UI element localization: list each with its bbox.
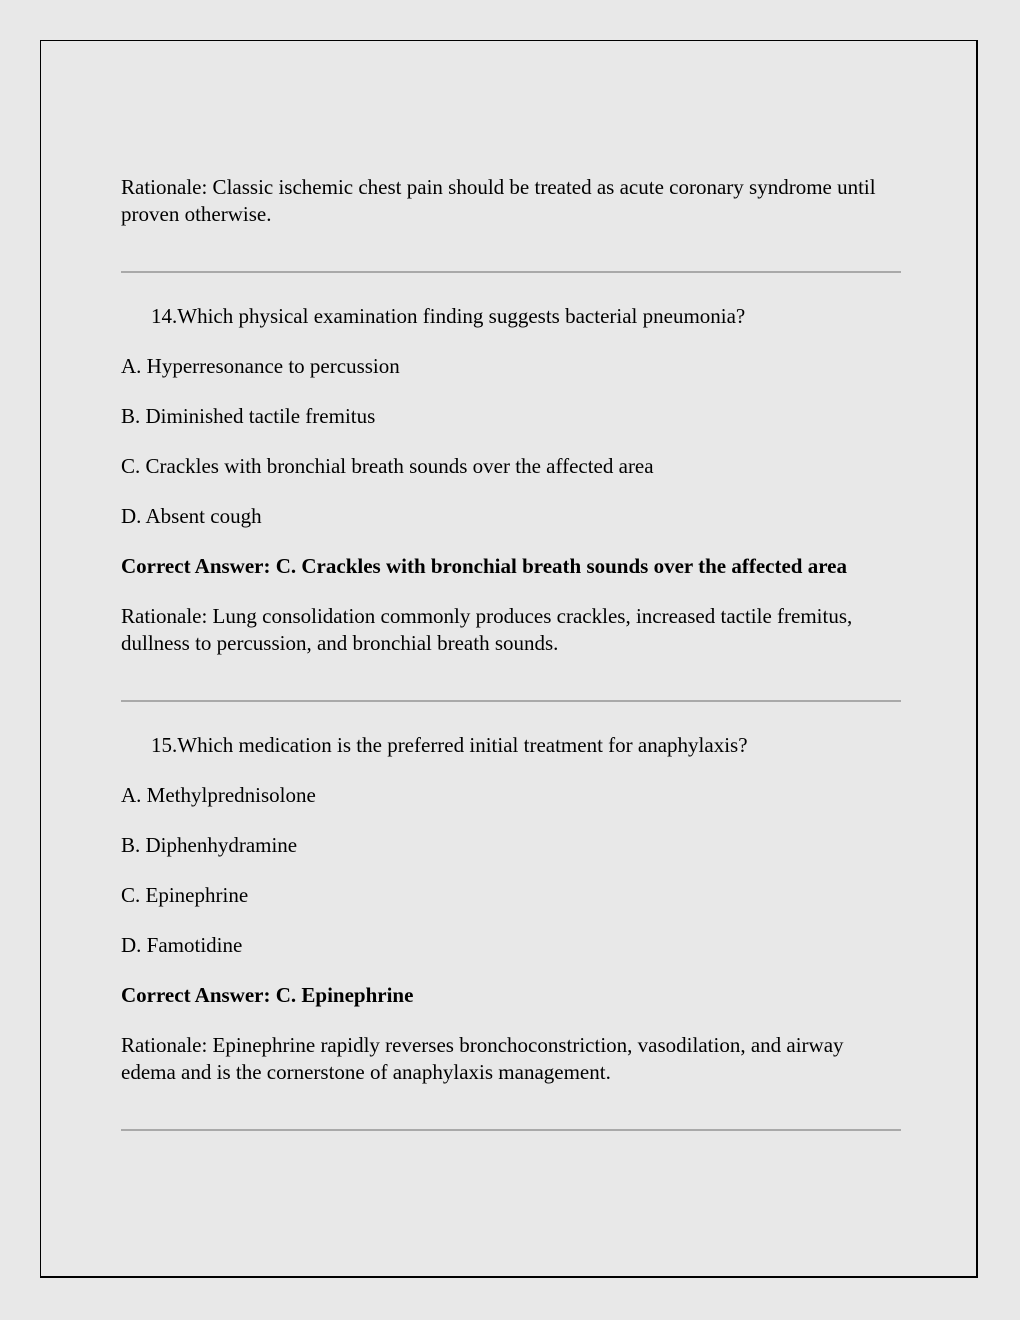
rationale-text: Rationale: Lung consolidation commonly produces crackles, increased tactile fremitus, dullness to percussion, and bronchial breath sounds. xyxy=(121,604,853,655)
answer-option-c: C. Epinephrine xyxy=(121,883,249,907)
section-divider xyxy=(121,1129,901,1131)
answer-option-d: D. Famotidine xyxy=(121,933,243,957)
question-text: Which medication is the preferred initial treatment for anaphylaxis? xyxy=(177,733,748,757)
question-stem xyxy=(121,732,901,759)
section-divider xyxy=(121,700,901,702)
rationale-text: Rationale: Classic ischemic chest pain should be treated as acute coronary syndrome until proven otherwise. xyxy=(121,175,876,226)
question-number: 14. xyxy=(151,304,178,328)
question-text: Which physical examination finding suggests bacterial pneumonia? xyxy=(177,304,746,328)
answer-option-a: A. Methylprednisolone xyxy=(121,783,316,807)
question-stem xyxy=(121,303,901,330)
rationale-text: Rationale: Epinephrine rapidly reverses bronchoconstriction, vasodilation, and airway edema and is the cornerstone of anaphylaxis management. xyxy=(121,1033,844,1084)
question-block-15 xyxy=(121,732,901,1086)
document-page xyxy=(40,40,978,1278)
answer-option-b: B. Diminished tactile fremitus xyxy=(121,404,376,428)
answer-option-b: B. Diphenhydramine xyxy=(121,833,298,857)
correct-answer: Correct Answer: C. Epinephrine xyxy=(121,983,414,1007)
answer-option-d: D. Absent cough xyxy=(121,504,262,528)
question-block-14 xyxy=(121,303,901,657)
question-number: 15. xyxy=(151,733,178,757)
answer-option-a: A. Hyperresonance to percussion xyxy=(121,354,400,378)
section-divider xyxy=(121,271,901,273)
answer-option-c: C. Crackles with bronchial breath sounds over the affected area xyxy=(121,454,654,478)
page-content xyxy=(121,174,901,1161)
correct-answer: Correct Answer: C. Crackles with bronchial breath sounds over the affected area xyxy=(121,554,847,578)
